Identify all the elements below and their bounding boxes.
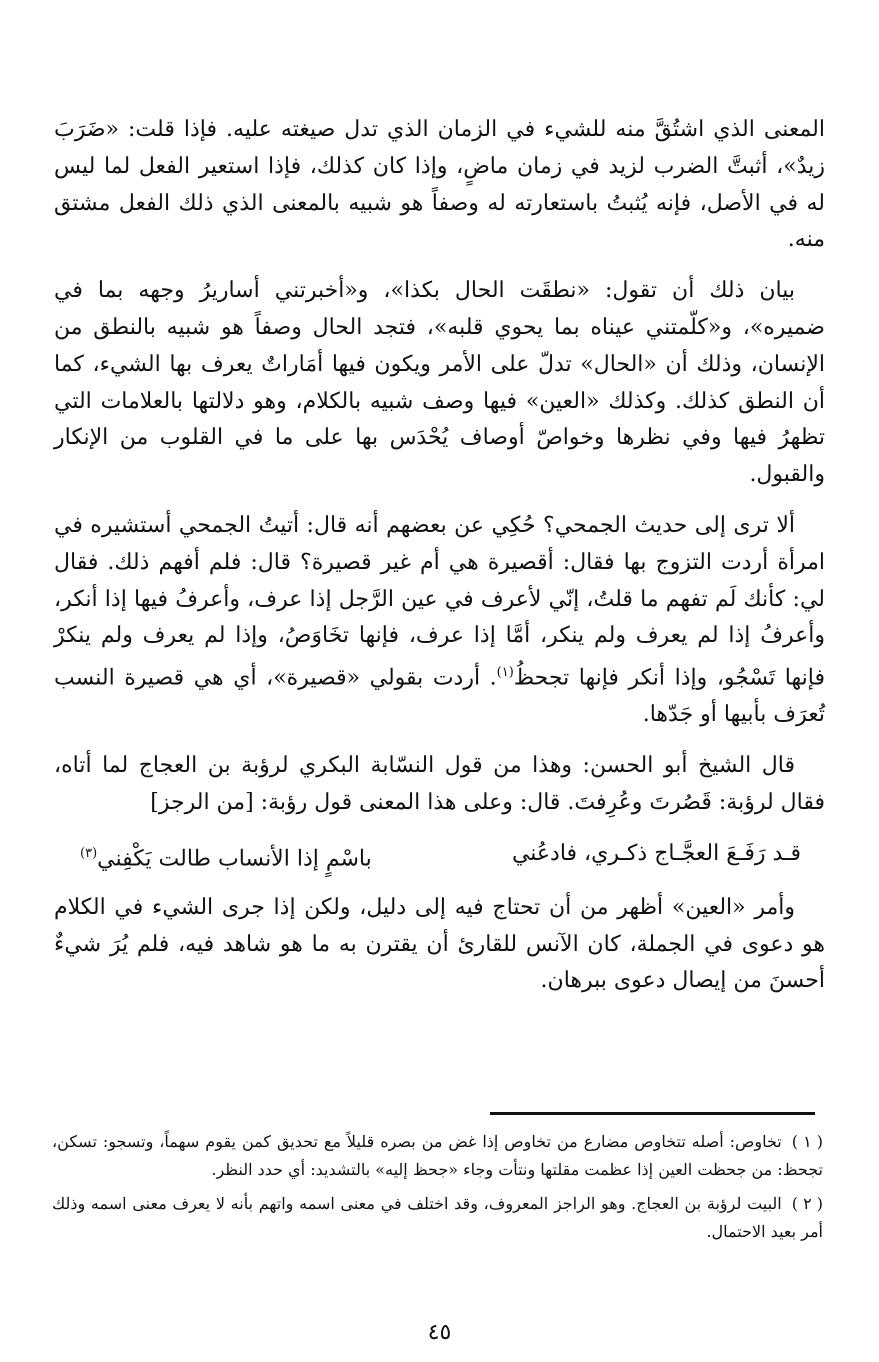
- footnote-ref-3[interactable]: (٣): [80, 845, 98, 861]
- verse-first-hemistich: قـد رَفَـعَ العجَّـاج ذكـري، فادعُني: [511, 840, 801, 866]
- paragraph-3-text: ألا ترى إلى حديث الجمحي؟ حُكِي عن بعضهم أنه قال: أتيتُ الجمحي أستشيره في امرأة أردت التزوج بها فقال: أقصيرة هي أم غير قصيرة؟ قال: فلم أفهم ذلك. فقال لي: كأنك لَم تفهم ما قلتُ، إنّي لأعرف في عين الرَّجل إذا عرف، وأعرفُ فيها إذا أنكر، وأعرفُ إذا لم يعرف ولم ينكر، أمَّا إذا عرف، فإنها تخَاوَصُ، وإذا لم يعرف ولم ينكرْ فإنها تَسْجُو، وإذا أنكر فإنها تجحظُ: [54, 512, 825, 691]
- footnotes: [52, 1128, 823, 1252]
- footnote-1: [52, 1128, 823, 1184]
- footnote-number: ( ١ ): [791, 1132, 823, 1151]
- footnote-text: البيت لرؤبة بن العجاج. وهو الراجز المعروف، وقد اختلف في معنى اسمه واتهم بأنه لا يعرف معنى اسمه وذلك أمر بعيد الاحتمال.: [52, 1194, 823, 1241]
- verse-second-hemistich-wrap: [80, 836, 372, 878]
- paragraph-4: قال الشيخ أبو الحسن: وهذا من قول النسّابة البكري لرؤبة بن العجاج لما أتاه، فقال لرؤبة: قَصُرتَ وعُرِفتَ. قال: وعلى هذا المعنى قول رؤبة: [من الرجز]: [54, 753, 825, 815]
- paragraph-3: [54, 508, 825, 734]
- paragraph-5: وأمر «العين» أظهر من أن تحتاج فيه إلى دليل، ولكن إذا جرى الشيء في الكلام هو دعوى في الجملة، كان الآنس للقارئ أن يقترن به ما هو شاهد فيه، فلم يُرَ شيءٌ أحسنَ من إيصال دعوى ببرهان.: [54, 894, 825, 994]
- poem-verse: [54, 836, 825, 878]
- paragraph-2: بيان ذلك أن تقول: «نطقَت الحال بكذا»، و«أخبرتني أساريرُ وجهه بما في ضميره»، و«كلّمتني عيناه بما يحوي قلبه»، فتجد الحال وصفاً هو شبيه بالنطق من الإنسان، وذلك أن «الحال» تدلّ على الأمر ويكون فيها أمَاراتٌ يعرف بها الشيء، كما أن النطق كذلك. وكذلك «العين» فيها وصف شبيه بالكلام، وهو دلالتها بالعلامات التي تظهرُ فيها وفي نظرها وخواصّ أوصاف يُحْدَس بها على ما في القلوب من الإنكار والقبول.: [54, 278, 825, 488]
- footnote-text: تخاوص: أصله تتخاوص مضارع من تخاوص إذا غض من بصره قليلاً مع تحديق كمن يقوم سهماً، وتسجو: تسكن، تجحظ: من جحظت العين إذا عظمت مقلتها ونتأت وجاء «جحظ إليه» بالتشديد: أي حدد النظر.: [52, 1132, 823, 1179]
- page-number: ٤٥: [427, 1320, 452, 1345]
- footnote-2: [52, 1190, 823, 1246]
- footnote-number: ( ٢ ): [791, 1194, 824, 1213]
- main-text: [54, 112, 825, 1014]
- paragraph-3-after: . أردت بقولي «قصيرة»، أي هي قصيرة النسب تُعرَف بأبيها أو جَدّها.: [54, 665, 825, 728]
- footnote-separator: [490, 1112, 815, 1115]
- paragraph-1: المعنى الذي اشتُقَّ منه للشيء في الزمان الذي تدل صيغته عليه. فإذا قلت: «ضَرَبَ زيدٌ»، أثبتَّ الضرب لزيد في زمان ماضٍ، وإذا كان كذلك، فإذا استعير الفعل لما ليس له في الأصل، فإنه يُثبتُ باستعارته له وصفاً هو شبيه بالمعنى الذي ذلك الفعل مشتق منه.: [54, 117, 825, 253]
- footnote-ref-1[interactable]: (١): [496, 665, 514, 681]
- verse-second-hemistich: باسْمٍ إذا الأنساب طالت يَكْفِني: [97, 846, 372, 871]
